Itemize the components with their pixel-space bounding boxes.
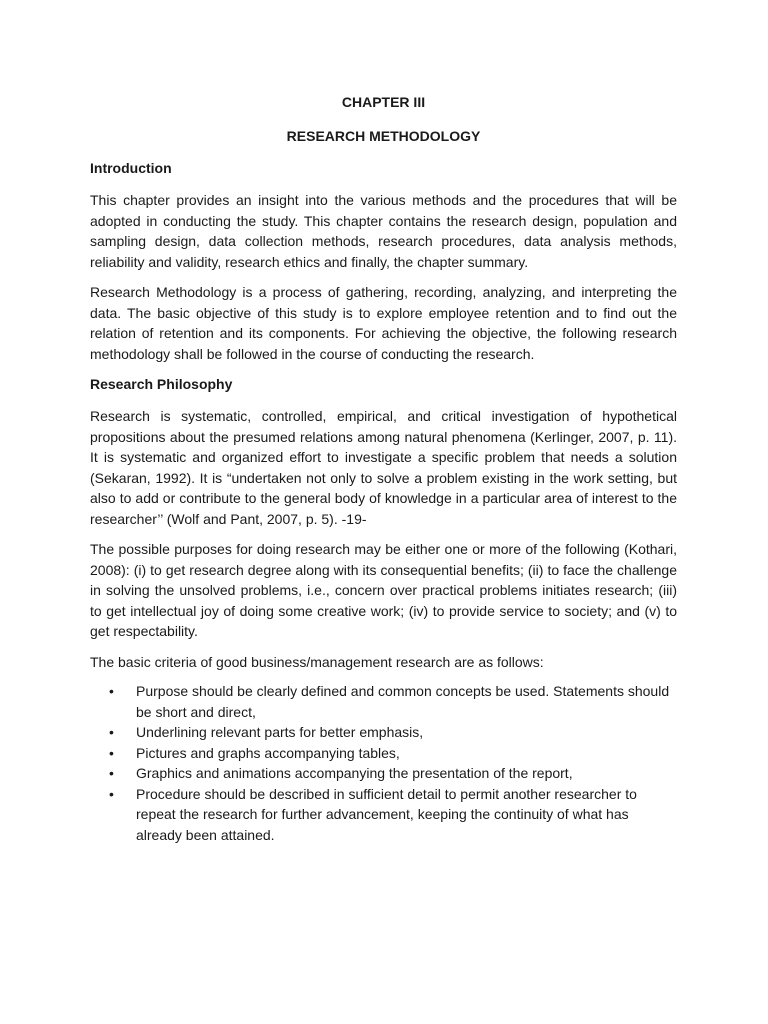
chapter-title: RESEARCH METHODOLOGY (286, 128, 481, 144)
research-purposes-paragraph: The possible purposes for doing research may be either one or more of the following (Kothari, 2008): (i) to get research degree along with its consequential benefits; (ii) to face the challenge in solving the unsolved problems, i.e., concern over practical problems initiates research; (iii) to get intellectual joy of doing some creative work; (iv) to provide service to society; and (v) to get respectability. (90, 541, 677, 639)
methodology-paragraph: Research Methodology is a process of gathering, recording, analyzing, and interpreting the data. The basic objective of this study is to explore employee retention and to find out the relation of retention and its components. For achieving the objective, the following research methodology shall be followed in the course of conducting the research. (90, 284, 677, 362)
research-definition-paragraph: Research is systematic, controlled, empirical, and critical investigation of hypothetical propositions about the presumed relations among natural phenomena (Kerlinger, 2007, p. 11). It is systematic and organized effort to investigate a specific problem that needs a solution (Sekaran, 1992). It is “undertaken not only to solve a problem existing in the work setting, but also to add or contribute to the general body of knowledge in a particular area of interest to the researcher’’ (Wolf and Pant, 2007, p. 5). -19- (90, 408, 677, 527)
list-item (109, 681, 677, 722)
list-item-text: Underlining relevant parts for better emphasis, (136, 724, 424, 740)
bullet-icon: • (109, 744, 114, 761)
list-item (109, 763, 677, 784)
list-item (109, 722, 677, 743)
bullet-icon: • (109, 724, 114, 740)
introduction-paragraph: This chapter provides an insight into the various methods and the procedures that will be adopted in conducting the study. This chapter contains the research design, population and sampling design, data collection methods, research procedures, data analysis methods, reliability and validity, research ethics and finally, the chapter summary. (90, 192, 677, 270)
introduction-heading: Introduction (90, 160, 172, 176)
document-page (90, 90, 677, 845)
list-item-text: Graphics and animations accompanying the presentation of the report, (136, 765, 573, 781)
criteria-intro-paragraph: The basic criteria of good business/management research are as follows: (90, 653, 544, 670)
list-item (109, 743, 677, 764)
bullet-icon: • (109, 683, 114, 699)
criteria-list (90, 681, 677, 845)
list-item-text: Pictures and graphs accompanying tables, (136, 744, 400, 761)
chapter-number: CHAPTER III (341, 94, 426, 110)
bullet-icon: • (109, 765, 114, 781)
list-item (109, 784, 677, 846)
bullet-icon: • (109, 785, 114, 802)
research-philosophy-heading: Research Philosophy (90, 376, 233, 392)
list-item-text: Procedure should be described in sufficient detail to permit another researcher to repeat the research for further advancement, keeping the continuity of what has already been attained. (136, 785, 637, 843)
list-item-text: Purpose should be clearly defined and common concepts be used. Statements should be short and direct, (136, 683, 670, 720)
